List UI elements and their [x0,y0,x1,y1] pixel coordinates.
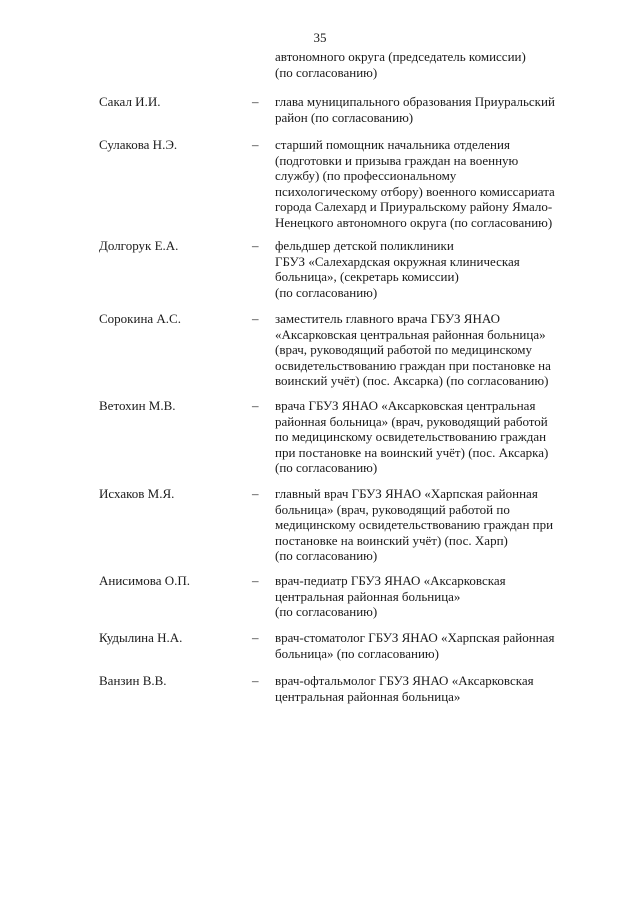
dash-separator: – [252,398,259,413]
member-name: Анисимова О.П. [99,573,191,588]
description-line: главный врач ГБУЗ ЯНАО «Харпская районная [275,486,538,501]
description-line: больница» (врач, руководящий работой по [275,501,510,517]
description-line: глава муниципального образования Приуральский [275,94,555,109]
description-line: (по согласованию) [275,604,378,619]
description-line: города Салехард и Приуральскому району Ямало- [275,199,553,214]
description-line: медицинскому освидетельствованию граждан при [275,517,554,532]
description-line: воинский учёт) (пос. Аксарка) (по согласованию) [275,373,549,388]
dash-separator: – [252,137,259,152]
description-line: районная больница» (врач, руководящий работой [275,413,548,429]
description-line: центральная районная больница» [275,688,461,704]
description-line: больница» (по согласованию) [275,645,439,661]
description-line: (врач, руководящий работой по медицинскому [275,342,532,357]
description-line: старший помощник начальника отделения [275,137,510,152]
intro-line: (по согласованию) [275,64,378,80]
dash-separator: – [252,238,259,253]
description-line: (по согласованию) [275,284,378,300]
description-line: (по согласованию) [275,460,378,475]
description-line: (подготовки и призыва граждан на военную [275,152,519,168]
intro-line: автономного округа (председатель комиссии) [275,49,526,64]
member-name: Сулакова Н.Э. [99,137,178,152]
member-name: Исхаков М.Я. [99,486,175,501]
description-line: центральная районная больница» [275,588,461,604]
description-line: «Аксарковская центральная районная больница» [275,326,546,342]
dash-separator: – [252,630,259,645]
description-line: (по согласованию) [275,548,378,563]
page-number: 35 [313,30,327,45]
member-name: Сорокина А.С. [99,311,181,326]
dash-separator: – [252,673,259,688]
member-description [275,94,615,125]
description-line: больница», (секретарь комиссии) [275,269,459,284]
member-name: Ветохин М.В. [99,398,176,413]
description-line: район (по согласованию) [275,109,414,125]
member-description [275,673,615,704]
description-line: службу) (по профессиональному [275,168,457,183]
description-line: при постановке на воинский учёт) (пос. Аксарка) [275,444,549,460]
member-description [275,486,615,564]
member-description [275,630,615,661]
member-description [275,398,615,476]
description-line: фельдшер детской поликлиники [275,238,454,253]
member-description [275,238,615,300]
member-description [275,137,615,230]
description-line: по медицинскому освидетельствованию граждан [275,429,547,444]
description-line: постановке на воинский учёт) (пос. Харп) [275,532,508,548]
description-line: врач-офтальмолог ГБУЗ ЯНАО «Аксарковская [275,673,534,688]
member-name: Ванзин В.В. [99,673,167,688]
description-line: освидетельствованию граждан при постановке на [275,357,551,373]
member-name: Сакал И.И. [99,94,161,109]
description-line: психологическому отбору) военного комиссариата [275,183,555,199]
member-description [275,573,615,620]
member-description [275,311,615,389]
dash-separator: – [252,486,259,501]
intro-continuation [275,49,615,80]
description-line: заместитель главного врача ГБУЗ ЯНАО [275,311,500,326]
member-name: Кудылина Н.А. [99,630,183,645]
dash-separator: – [252,94,259,109]
description-line: врача ГБУЗ ЯНАО «Аксарковская центральная [275,398,536,413]
description-line: Ненецкого автономного округа (по согласованию) [275,214,553,230]
member-name: Долгорук Е.А. [99,238,179,253]
dash-separator: – [252,573,259,588]
description-line: врач-стоматолог ГБУЗ ЯНАО «Харпская районная [275,630,555,645]
description-line: ГБУЗ «Салехардская окружная клиническая [275,253,520,269]
dash-separator: – [252,311,259,326]
description-line: врач-педиатр ГБУЗ ЯНАО «Аксарковская [275,573,506,588]
